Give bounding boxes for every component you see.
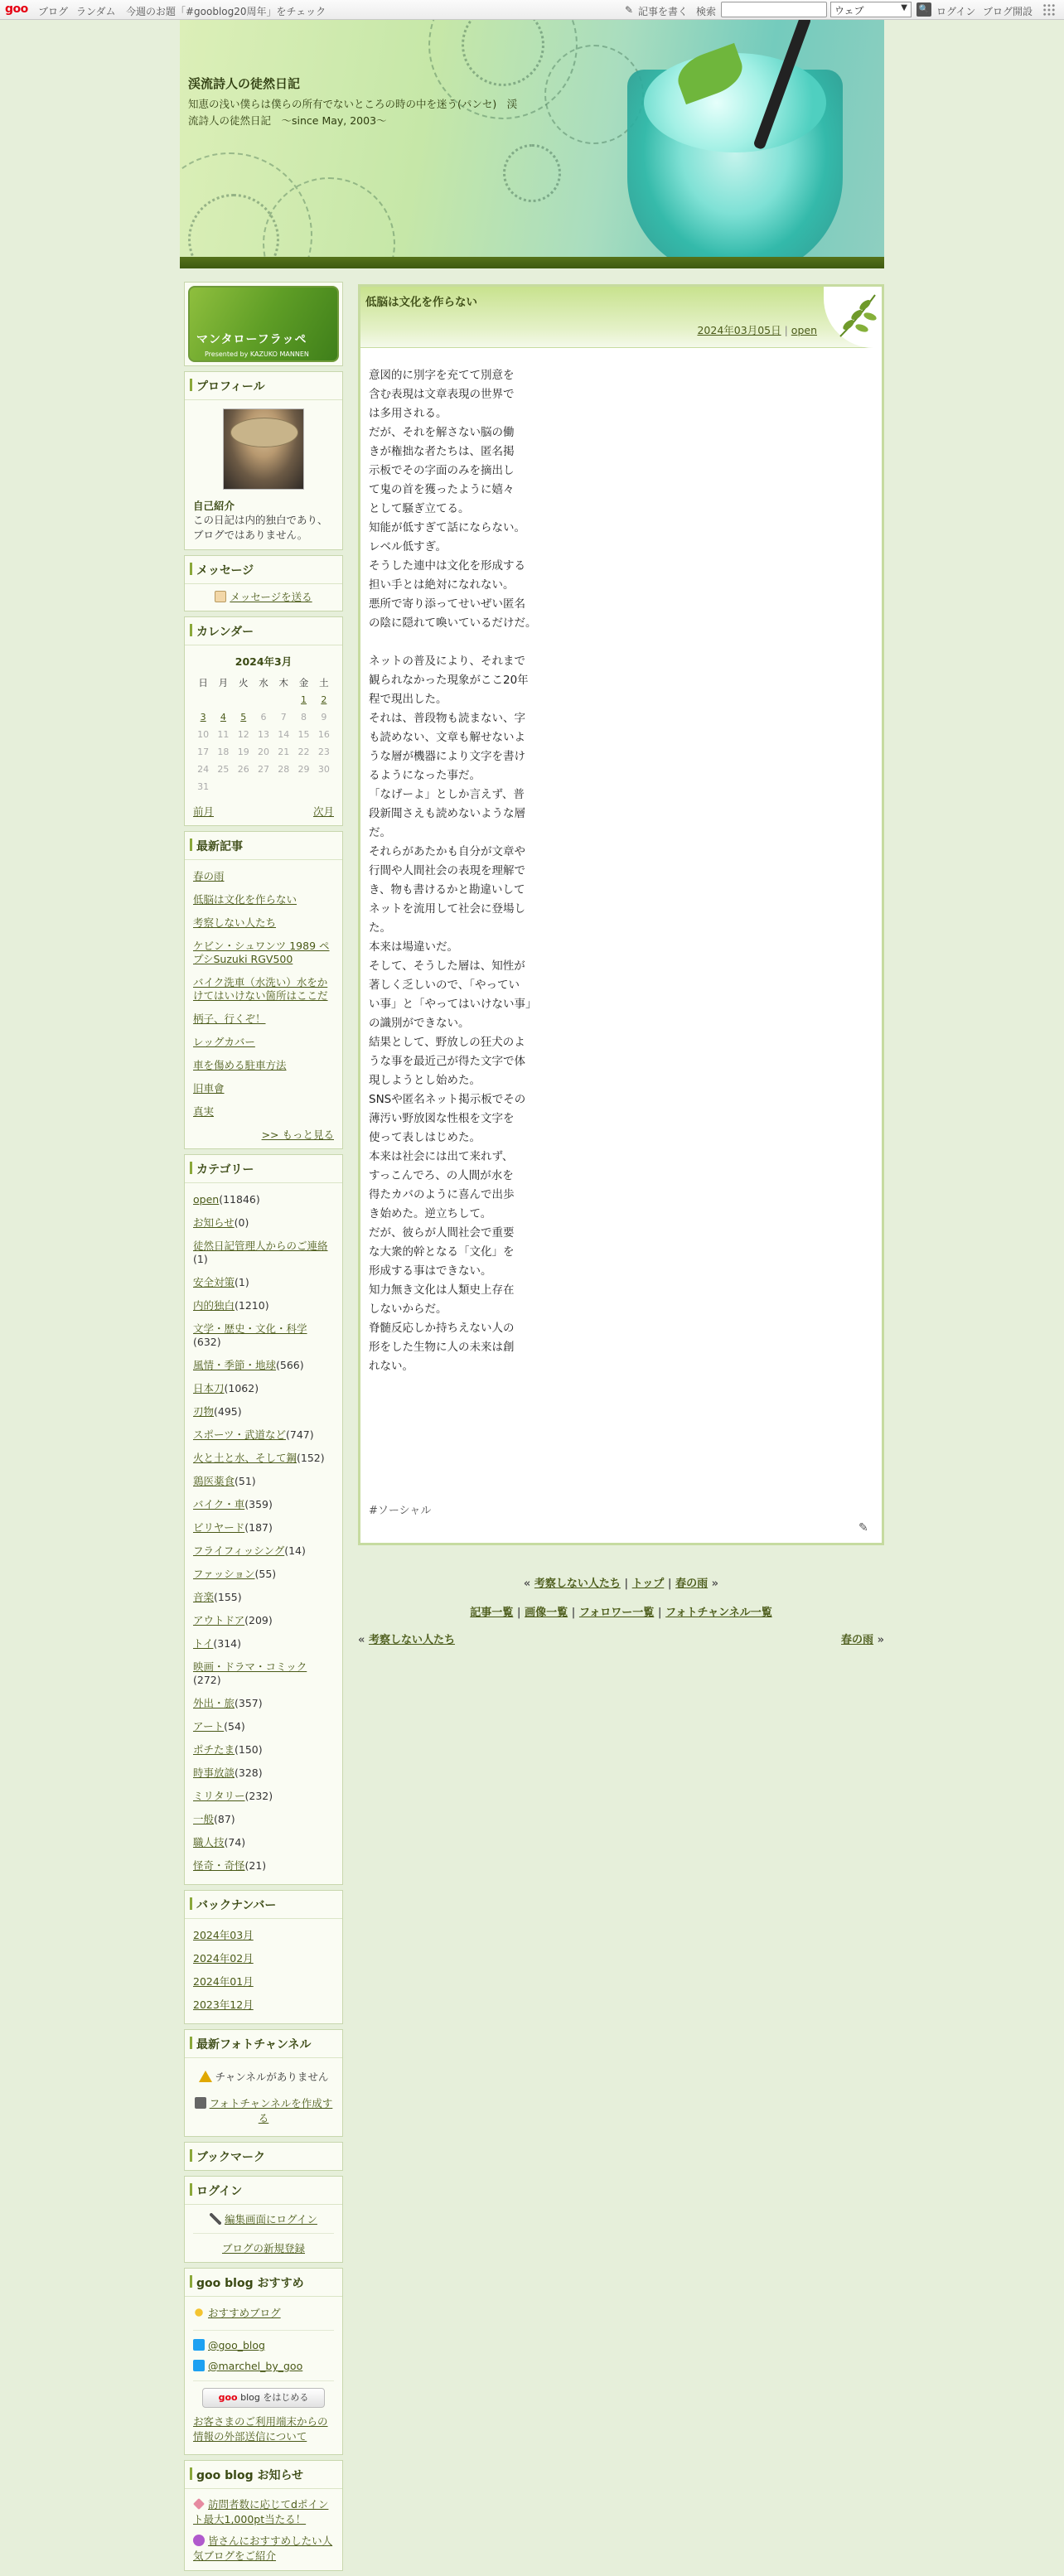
recent-posts-heading: 最新記事 [185,832,342,860]
profile-intro-text: この日記は内的独白であり、ブログではありません。 [193,514,328,541]
article-body: 意図的に別字を充てて別意を 含む表現は文章表現の世界で は多用される。 だが、それを解さない脳の働 きが権拙な者たちは、匿名掲 示板でその字面のみを摘出し て鬼の首を獲ったように嬉々 として騒ぎ立てる。 知能が低すぎて話にならない。 レベル低すぎ。 そうした連中は文化を形成する 担い手とは絶対になれない。 悪所で寄り添ってせいぜい匿名 の陰に隠れて喚いているだけだ。 ネットの普及により、それまで 観られなかった現象がここ20年 程で現出した。 それは、普段物も読まない、字 も読めない、文章も解せないよ うな層が機器により文字を書け るようになった事だ。 「なげーよ」としか言えず、普 段新聞さえも読めないような層 だ。 それらがあたかも自分が文章や 行間や人間社会の表現を理解で き、物も書けるかと勘違いして ネットを流用して社会に登場し た。 本来は場違いだ。 そして、そうした層は、知性が 著しく乏しいので、「やってい い事」と「やってはいけない事」 の識別ができない。 結果として、野放しの狂犬のよ うな事を最近己が得た文字で体 現しようとし始めた。 SNSや匿名ネット掲示板でその 薄汚い野放図な性根を文字を 使って表しはじめた。 本来は社会には出て来れず、 すっこんでろ、の人間が水を 得たカバのように喜んで出歩 き始めた。逆立ちして。 だが、彼らが人間社会で重要 な大衆的幹となる「文化」を 形成する事はできない。 知力無き文化は人類史上存在 しないからだ。 脊髄反応しか持ちえない人の 形をした生物に人の未来は創 れない。 [369,369,537,1373]
category-item [193,1808,334,1831]
categories-heading: カテゴリー [185,1155,342,1183]
category-link[interactable]: フライフィッシング [193,1544,285,1557]
category-count: (328) [235,1766,263,1779]
calendar-day: 29 [297,764,310,775]
category-item [193,1738,334,1762]
calendar-day: 11 [217,729,230,740]
category-count: (152) [297,1452,325,1464]
category-count: (1210) [235,1299,269,1312]
search-icon[interactable]: 🔍 [916,2,931,17]
sidebar-banner[interactable] [184,282,343,366]
register-blog-link[interactable]: ブログの新規登録 [221,2242,305,2255]
recent-post-link[interactable]: 考察しない人たち [193,916,277,929]
calendar-day: 24 [197,764,210,775]
photo-channel-heading: 最新フォトチャンネル [185,2030,342,2058]
category-count: (272) [193,1674,221,1686]
calendar-day: 14 [278,729,290,740]
calendar-weekday: 日 [198,676,208,689]
login-box [184,2176,343,2263]
prev-article-link[interactable]: 考察しない人たち [534,1578,621,1590]
edit-icon[interactable]: ✎ [858,1521,868,1534]
recent-post-link[interactable]: レッグカバー [193,1036,255,1048]
note-icon [193,2535,205,2546]
next-article-link[interactable]: 春の雨 [841,1634,874,1646]
category-link[interactable]: 徒然日記管理人からのご連絡 [193,1240,328,1252]
calendar-day [293,778,313,795]
more-posts-link[interactable]: >> もっと見る [261,1129,334,1141]
pager-separator: | [667,1578,672,1590]
profile-box [184,371,343,550]
category-link[interactable]: 日本刀 [193,1382,225,1394]
message-heading: メッセージ [185,556,342,584]
news-link[interactable]: 皆さんにおすすめしたい人気ブログをご紹介 [193,2535,333,2562]
twitter-marchel-link[interactable]: @marchel_by_goo [208,2360,303,2372]
calendar-prev-link[interactable]: 前月 [193,805,215,818]
bookmark-box [184,2142,343,2171]
news-link[interactable]: 訪問者数に応じてdポイント最大1,000pt当たる！ [193,2498,329,2525]
category-item [193,1563,334,1586]
meta-separator: | [784,324,788,336]
edit-login-link[interactable]: 編集画面にログイン [225,2213,317,2226]
article-tag[interactable]: #ソーシャル [369,1505,432,1517]
category-link[interactable]: ミリタリー [193,1790,245,1802]
calendar-weekday: 火 [238,676,249,689]
goo-logo[interactable]: goo [5,2,28,16]
category-count: (87) [214,1813,235,1825]
bulb-icon [193,2307,205,2318]
category-link[interactable]: お知らせ [193,1216,235,1229]
backnumber-link[interactable]: 2024年02月 [193,1952,254,1965]
calendar-day [273,778,293,795]
category-link[interactable]: 安全対策 [193,1276,235,1288]
banner-subtitle: Presented by KAZUKO MANNEN [205,350,309,358]
category-count: (21) [244,1859,267,1872]
recommended-blogs-link[interactable]: おすすめブログ [208,2307,281,2319]
category-link[interactable]: バイク・車 [193,1498,245,1510]
category-item [193,1211,334,1235]
pager-separator: | [516,1607,521,1619]
camera-icon [195,2097,206,2109]
calendar-weekday: 金 [298,676,309,689]
goo-logo-small: goo [218,2392,238,2403]
avatar[interactable] [223,408,304,490]
profile-intro-label: 自己紹介 [193,500,235,512]
calendar-weekday: 水 [259,676,268,689]
category-item [193,1715,334,1738]
article-date-link[interactable]: 2024年03月05日 [697,324,781,336]
category-item [193,1831,334,1854]
category-count: (74) [224,1836,246,1849]
no-channel-text: チャンネルがありません [215,2071,329,2083]
category-link[interactable]: 外出・旅 [193,1697,235,1709]
topbar-link-random[interactable]: ランダム [76,6,116,17]
pager-separator: | [571,1607,576,1619]
photo-channel-list-link[interactable]: フォトチャンネル一覧 [665,1607,772,1619]
category-count: (632) [193,1336,221,1348]
category-count: (314) [213,1637,242,1650]
category-count: (187) [244,1521,273,1534]
category-link[interactable]: open [193,1193,220,1206]
recent-post-link[interactable]: バイク洗車（水洗い）水をかけてはいけない箇所はここだ [193,976,328,1002]
category-link[interactable]: 職人技 [193,1836,225,1849]
image-list-link[interactable]: 画像一覧 [525,1607,568,1619]
category-link[interactable]: 時事放談 [193,1766,235,1779]
calendar-weekday: 月 [218,676,229,689]
list-links [358,1603,884,1619]
article-title[interactable]: 低脳は文化を作らない [365,296,477,309]
recent-post-link[interactable]: 車を傷める駐車方法 [193,1059,287,1071]
calendar-heading: カレンダー [185,617,342,645]
pen-icon [210,2213,221,2225]
lace-decoration [503,144,561,202]
category-count: (54) [224,1720,245,1733]
calendar-day: 12 [237,729,249,740]
write-article-link[interactable]: 記事を書く [638,6,689,17]
leaf-corner-decoration [824,287,882,348]
calendar-day [234,691,254,708]
backnumber-link[interactable]: 2024年03月 [193,1929,254,1941]
category-item [193,1400,334,1423]
category-item [193,1470,334,1493]
category-count: (1) [235,1276,249,1288]
article-category-link[interactable]: open [791,324,817,336]
calendar-day [213,778,233,795]
article-pager [358,1574,884,1590]
leaf-icon [824,287,882,348]
category-count: (14) [284,1544,306,1557]
category-count: (11846) [219,1193,260,1206]
blog-description: 知恵の浅い僕らは僕らの所有でないところの時の中を迷う(パンセ) 渓流詩人の徒然日記 ～since May, 2003～ [188,98,518,127]
calendar-weekday: 土 [319,676,329,689]
category-link[interactable]: アウトドア [193,1614,245,1626]
category-item [193,1294,334,1317]
article-list-link[interactable]: 記事一覧 [470,1607,514,1619]
message-box [184,555,343,611]
recommend-heading: goo blog おすすめ [185,2269,342,2297]
category-count: (155) [214,1591,242,1603]
send-message-link[interactable]: メッセージを送る [230,591,312,603]
categories-box [184,1154,343,1885]
recent-post-link[interactable]: 旧車會 [193,1082,225,1095]
category-count: (1) [193,1253,208,1265]
search-scope-value: ウェブ [834,5,864,17]
pager-separator: | [657,1607,662,1619]
photo-channel-box [184,2029,343,2137]
category-link[interactable]: アート [193,1720,225,1733]
calendar-day: 17 [197,747,210,757]
calendar-day[interactable]: 3 [200,712,206,723]
category-count: (55) [254,1568,277,1580]
category-link[interactable]: 映画・ドラマ・コミック [193,1660,307,1673]
category-count: (150) [235,1743,263,1756]
category-link[interactable]: ビリヤード [193,1521,245,1534]
recent-post-link[interactable]: 低脳は文化を作らない [193,893,297,906]
search-input[interactable] [721,2,827,17]
calendar-day: 23 [317,747,330,757]
envelope-icon [215,591,226,602]
category-link[interactable]: 刃物 [193,1405,215,1418]
calendar-day: 25 [217,764,230,775]
category-link[interactable]: トイ [193,1637,214,1650]
category-count: (209) [244,1614,273,1626]
bookmark-heading: ブックマーク [185,2143,342,2170]
calendar-day: 9 [321,712,327,723]
calendar-day: 10 [197,729,210,740]
calendar-day[interactable]: 4 [220,712,226,723]
category-item [193,1447,334,1470]
calendar-day: 18 [217,747,230,757]
prev-mark: « [358,1634,365,1646]
pager-separator: | [624,1578,629,1590]
category-link[interactable]: 一般 [193,1813,215,1825]
recent-posts-box [184,831,343,1149]
category-link[interactable]: 怪奇・奇怪 [193,1859,245,1872]
category-item [193,1539,334,1563]
category-link[interactable]: ファッション [193,1568,255,1580]
calendar-day[interactable]: 1 [301,694,307,705]
banner-title: マンタローフラッペ [196,333,307,346]
recent-post-link[interactable]: 柄子、行くぞ！ [193,1013,266,1025]
calendar-day [314,778,334,795]
news-heading: goo blog お知らせ [185,2461,342,2489]
article-header [360,287,882,348]
profile-heading: プロフィール [185,372,342,400]
warning-icon [199,2071,212,2082]
topbar-topic-link[interactable]: 今週のお題「#gooblog20周年」をチェック [126,6,326,17]
calendar-day [254,778,273,795]
category-item [193,1235,334,1271]
blog-title[interactable]: 渓流詩人の徒然日記 [188,76,301,91]
calendar-day: 6 [260,712,267,723]
calendar-day: 16 [317,729,330,740]
prev-article-link[interactable]: 考察しない人たち [368,1634,455,1646]
category-item [193,1317,334,1354]
calendar-day: 8 [301,712,307,723]
calendar-day [193,691,213,708]
news-box [184,2460,343,2571]
calendar-day: 21 [278,747,290,757]
chevron-down-icon: ▼ [901,3,907,12]
apps-grid-icon[interactable] [1042,3,1056,17]
search-label: 検索 [696,6,717,17]
category-link[interactable]: 鶏医薬食 [193,1475,235,1487]
calendar-day [254,691,273,708]
category-count: (359) [244,1498,273,1510]
create-photo-channel-link[interactable]: フォトチャンネルを作成する [209,2097,333,2124]
category-count: (566) [276,1359,304,1371]
external-transmission-notice-link[interactable]: お客さまのご利用端末からの情報の外部送信について [193,2415,328,2443]
category-item [193,1377,334,1400]
header-bottom-bar [180,257,884,268]
start-blog-button[interactable] [202,2388,325,2408]
calendar-day: 31 [197,781,210,792]
recent-post-link[interactable]: 春の雨 [193,870,225,882]
calendar-day [213,691,233,708]
calendar-day: 22 [297,747,310,757]
recent-post-link[interactable]: ケビン・シュワンツ 1989 ペプシSuzuki RGV500 [193,940,330,965]
category-count: (1062) [224,1382,259,1394]
calendar-table [193,674,334,795]
topbar-link-blog[interactable]: ブログ [38,6,69,17]
calendar-day: 26 [237,764,249,775]
calendar-day: 20 [257,747,269,757]
login-link[interactable]: ログイン [936,6,976,17]
calendar-day: 15 [297,729,310,740]
calendar-day[interactable]: 2 [321,694,327,705]
category-item [193,1423,334,1447]
calendar-day: 19 [237,747,249,757]
category-item [193,1854,334,1878]
calendar-month: 2024年3月 [235,655,293,668]
category-count: (495) [214,1405,242,1418]
category-count: (232) [244,1790,273,1802]
hat-image [230,418,298,447]
top-bar [0,0,1064,20]
article-meta [697,322,817,337]
backnumber-box [184,1890,343,2024]
calendar-day [234,778,254,795]
calendar-weekday: 木 [278,676,289,689]
blog-open-link[interactable]: ブログ開設 [983,6,1033,17]
category-count: (0) [234,1216,249,1229]
category-link[interactable]: 音楽 [193,1591,215,1603]
calendar-box [184,616,343,826]
twitter-icon [193,2360,205,2371]
blog-header [180,20,884,268]
calendar-day: 7 [280,712,287,723]
article [358,284,884,1545]
category-item [193,1762,334,1785]
calendar-next-link[interactable]: 次月 [312,805,334,818]
backnumber-link[interactable]: 2023年12月 [193,1998,254,2011]
category-link[interactable]: 風情・季節・地球 [193,1359,277,1371]
next-article-link[interactable]: 春の雨 [675,1578,709,1590]
calendar-day: 28 [278,764,290,775]
category-link[interactable]: ポチたま [193,1743,235,1756]
start-blog-button-label: blog をはじめる [240,2392,309,2403]
category-list [185,1183,342,1884]
category-link[interactable]: 火と土と水、そして鋼 [193,1452,297,1464]
top-link[interactable]: トップ [631,1578,665,1590]
backnumber-link[interactable]: 2024年01月 [193,1975,254,1988]
follower-list-link[interactable]: フォロワー一覧 [578,1607,655,1619]
calendar-day: 13 [257,729,269,740]
next-mark: » [711,1578,719,1590]
category-item [193,1586,334,1609]
prev-mark: « [523,1578,531,1590]
category-item [193,1188,334,1211]
category-item [193,1516,334,1539]
search-scope-select[interactable] [830,2,912,17]
twitter-icon [193,2339,205,2351]
category-item [193,1493,334,1516]
category-link[interactable]: 文学・歴史・文化・科学 [193,1322,307,1335]
recent-post-link[interactable]: 真実 [193,1105,215,1118]
category-link[interactable]: 内的独白 [193,1299,235,1312]
calendar-day[interactable]: 5 [240,712,247,723]
recommend-box [184,2268,343,2455]
category-count: (51) [235,1475,256,1487]
category-count: (747) [286,1428,314,1441]
banner-image [188,286,339,362]
category-item [193,1655,334,1692]
pencil-icon: ✎ [625,4,634,16]
twitter-goo-blog-link[interactable]: @goo_blog [208,2339,265,2351]
next-mark: » [877,1634,884,1646]
calendar-day: 30 [317,764,330,775]
diamond-icon [193,2498,205,2510]
calendar-day [273,691,293,708]
category-item [193,1271,334,1294]
category-item [193,1785,334,1808]
category-item [193,1632,334,1655]
login-heading: ログイン [185,2177,342,2205]
category-count: (357) [235,1697,263,1709]
sidebar [184,282,343,2576]
calendar-day: 27 [257,764,269,775]
category-item [193,1609,334,1632]
backnumber-heading: バックナンバー [185,1891,342,1919]
category-item [193,1354,334,1377]
category-item [193,1692,334,1715]
category-link[interactable]: スポーツ・武道など [193,1428,287,1441]
